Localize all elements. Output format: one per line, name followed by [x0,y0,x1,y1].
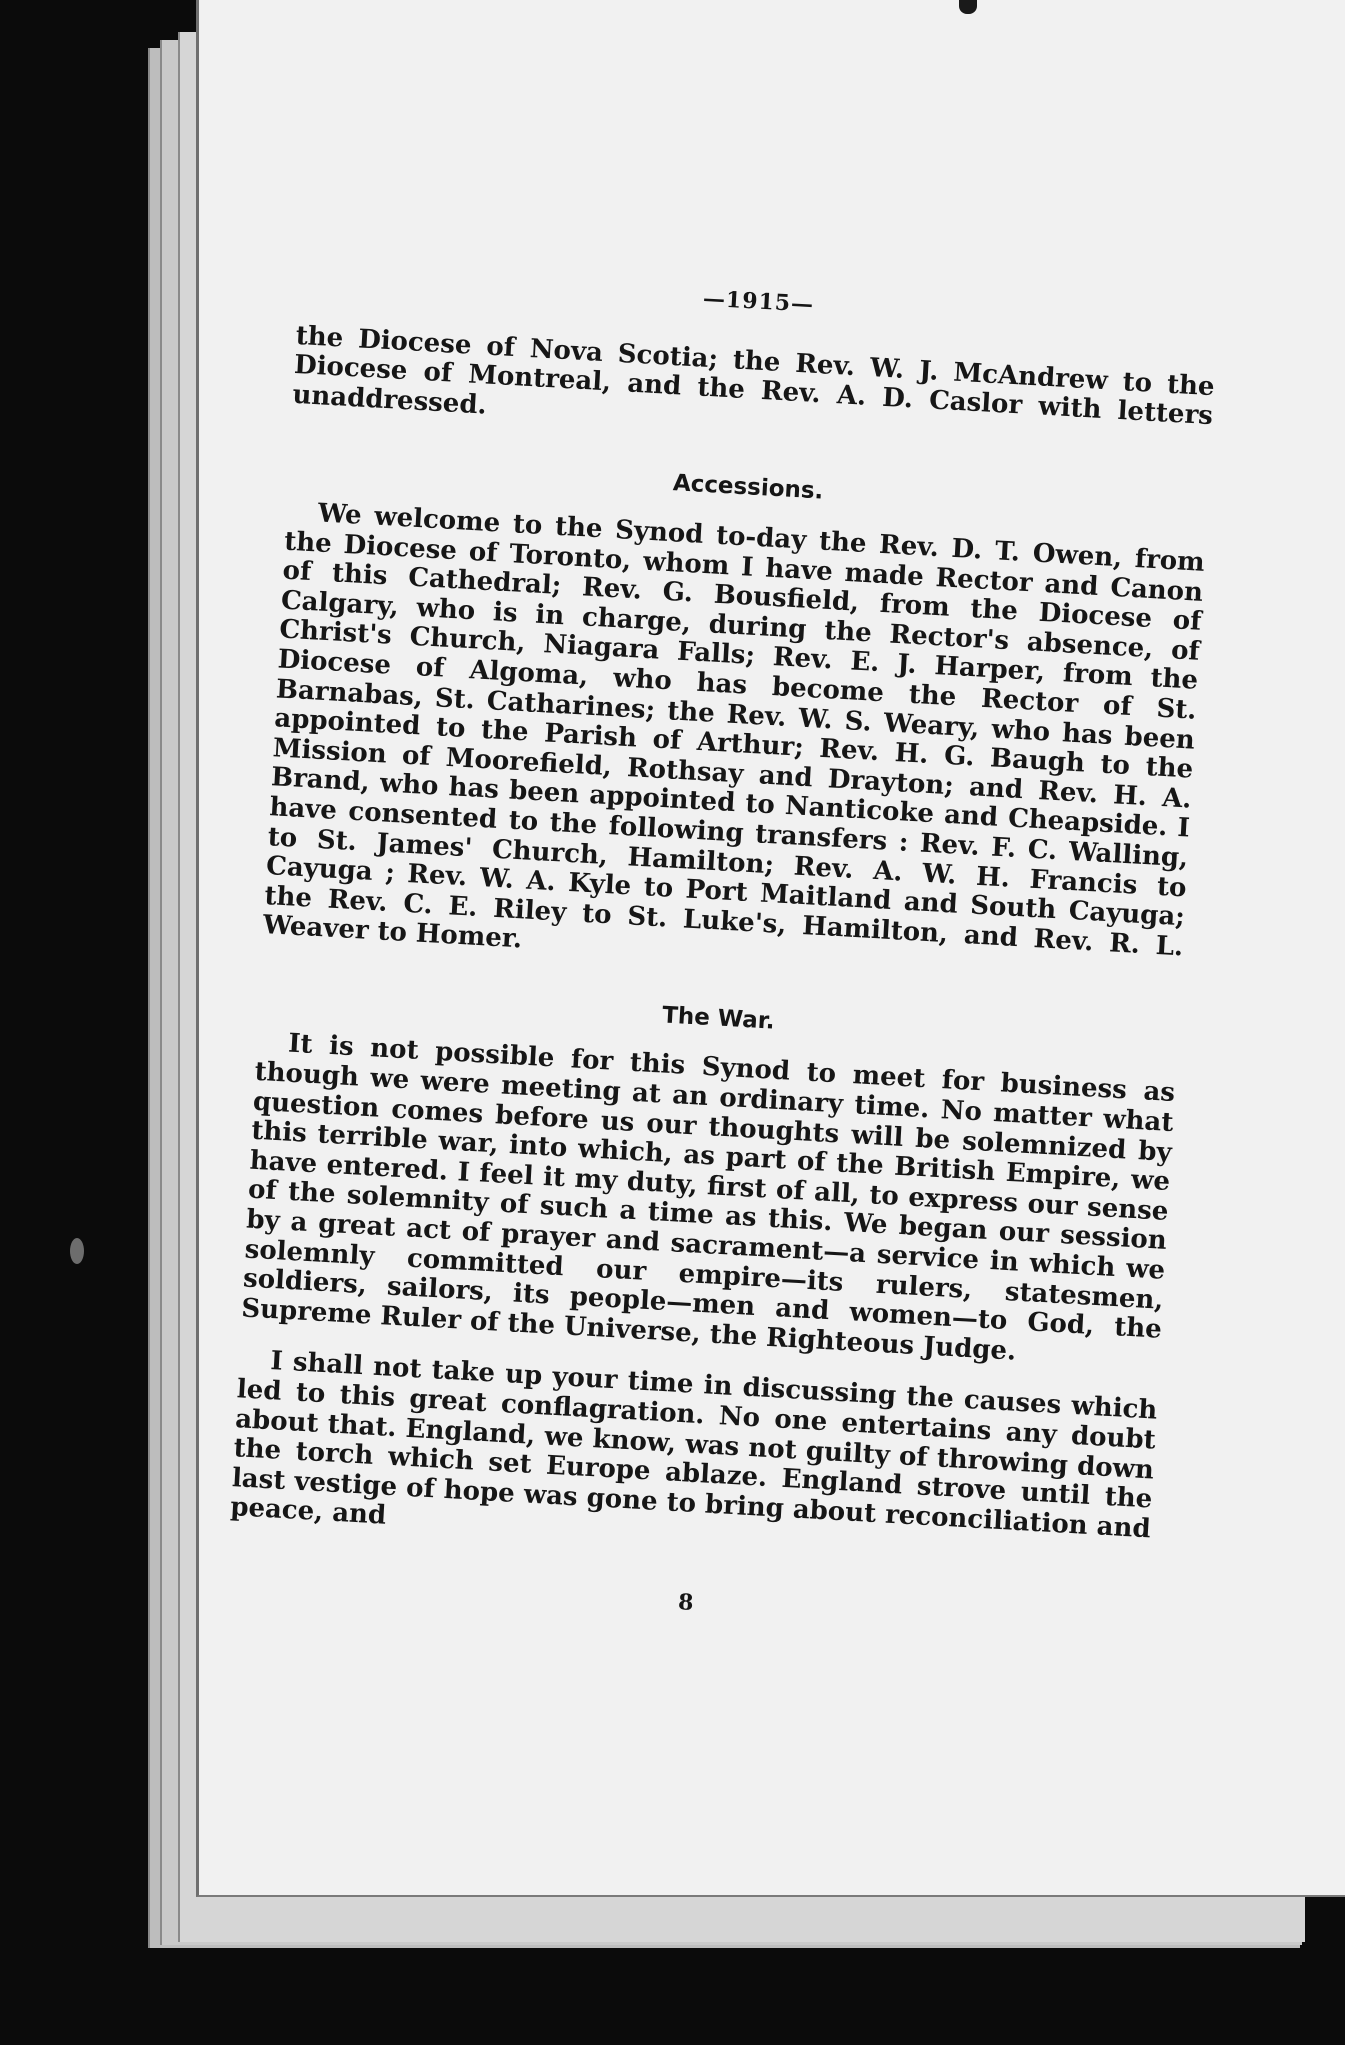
continued-paragraph: the Diocese of Nova Scotia; the Rev. W. J. McAndrew to the Diocese of Montreal, and the Rev. A. D. Caslor with letters unaddressed. [291,320,1216,432]
page-text-block [226,262,1219,1644]
scan-smudge [70,1238,84,1264]
running-head: —1915— [702,285,815,318]
section-heading-war: The War. [661,1002,776,1035]
war-paragraph: It is not possible for this Synod to meet for business as though we were meeting at an ordinary time. No matter what question comes before us our thoughts will be solemnized by this terrible war, into which, as part of the British Empire, we have entered. I feel it my duty, first of all, to express our sense of the solemnity of such a time as this. We began our session by a great act of prayer and sacrament—a service in which we solemnly committed our empire—its rulers, statesmen, soldiers, sailors, its people—men and women—to God, the Supreme Ruler of the Universe, the Righteous Judge. [240,1029,1176,1367]
accessions-paragraph: We welcome to the Synod to-day the Rev. D. T. Owen, from the Diocese of Toronto, whom I have made Rector and Canon of this Cathedral; Rev. G. Bousfield, from the Diocese of Calgary, who is in charge, during the Rector's absence, of Christ's Church, Niagara Falls; Rev. E. J. Harper, from the Diocese of Algoma, who has become the Rector of St. Barnabas, St. Catharines; the Rev. W. S. Weary, who has been appointed to the Parish of Arthur; Rev. H. G. Baugh to the Mission of Moorefield, Rothsay and Drayton; and Rev. H. A. Brand, who has been appointed to Nanticoke and Cheapside. I have consented to the following transfers : Rev. F. C. Walling, to St. James' Church, Hamilton; Rev. A. W. H. Francis to Cayuga ; Rev. W. A. Kyle to Port Maitland and South Cayuga; the Rev. C. E. Riley to St. Luke's, Hamilton, and Rev. R. L. Weaver to Homer. [262,498,1206,963]
section-heading-accessions: Accessions. [672,470,824,505]
scan-edge-mark [959,0,977,14]
war-paragraph: I shall not take up your time in discussing the causes which led to this great conflagration. No one entertains any doubt about that. England, we know, was not guilty of throwing down the torch which set Europe ablaze. England strove until the last vestige of hope was gone to bring about reconciliation and peace, and [229,1346,1159,1545]
page-number: 8 [677,1589,695,1617]
